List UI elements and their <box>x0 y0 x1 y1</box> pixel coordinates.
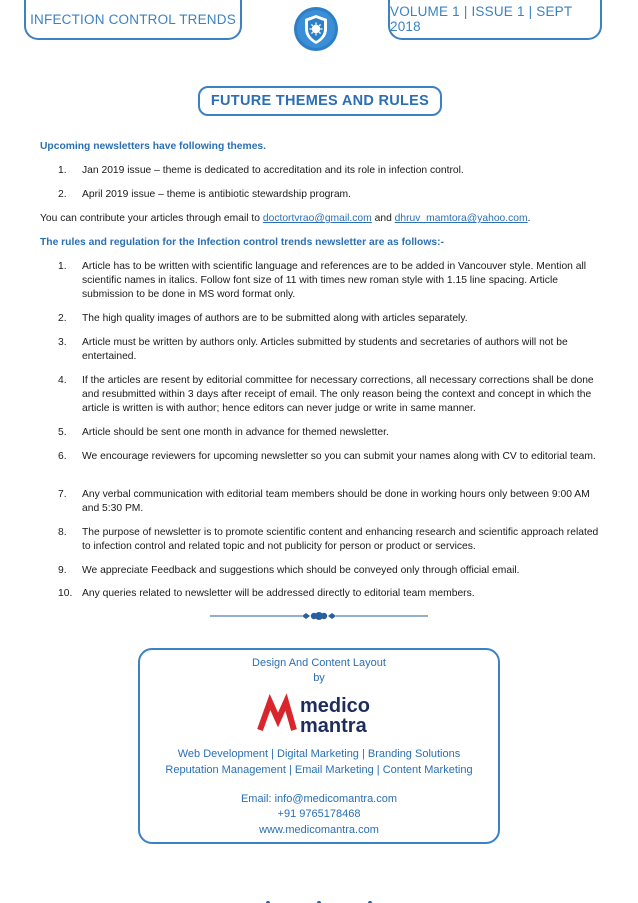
email-link-doctortvrao[interactable]: doctortvrao@gmail.com <box>262 213 372 224</box>
contact-phone: +91 9765178468 <box>277 808 361 820</box>
list-text: Article has to be written with scientific language and references are to be added in Vancouver style. Mention all scientific names in italics. Follow font size of 11 with times new roman style with 1.15 line spacing. Article submission to be done in MS word format only. <box>82 261 587 300</box>
list-text: Article must be written by authors only. Articles submitted by students and secretaries of authors will not be entertained. <box>82 337 568 362</box>
contact-email[interactable]: Email: info@medicomantra.com <box>240 793 398 805</box>
logo-text-mantra: mantra <box>300 715 367 737</box>
rule-list-item <box>40 374 600 418</box>
bottom-ornament <box>260 895 378 903</box>
rule-list-item <box>40 426 600 440</box>
theme-list-item <box>40 164 600 178</box>
services-line-1: Web Development | Digital Marketing | Branding Solutions <box>177 748 461 760</box>
header-issue-info: VOLUME 1 | ISSUE 1 | SEPT 2018 <box>388 0 602 40</box>
header-publication-name: INFECTION CONTROL TRENDS <box>24 0 242 40</box>
medicomantra-logo <box>256 690 386 738</box>
list-text: The high quality images of authors are to be submitted along with articles separately. <box>82 313 468 324</box>
page-title: FUTURE THEMES AND RULES <box>198 86 442 116</box>
contribute-line <box>40 212 600 226</box>
contribute-prefix: You can contribute your articles through email to <box>40 213 263 224</box>
list-number: 5. <box>58 427 67 438</box>
shield-virus-icon <box>293 6 339 52</box>
by-text: by <box>313 672 325 684</box>
rule-list-item <box>40 526 600 554</box>
list-text: Any queries related to newsletter will be addressed directly to editorial team members. <box>82 588 475 599</box>
list-number: 2. <box>58 189 67 200</box>
rule-list-item <box>40 587 600 601</box>
list-text: The purpose of newsletter is to promote scientific content and enhancing research and scientific approach related to infection control and related topic and not publicity for person or product or services. <box>82 527 599 552</box>
design-credits-box <box>138 648 500 844</box>
list-number: 7. <box>58 489 67 500</box>
rules-heading: The rules and regulation for the Infection control trends newsletter are as follows:- <box>40 237 444 248</box>
list-text: We encourage reviewers for upcoming newsletter so you can submit your names along with CV to editorial team. <box>82 451 596 462</box>
rule-list-item <box>40 488 600 516</box>
theme-list-item <box>40 188 600 202</box>
contribute-mid: and <box>371 213 395 224</box>
list-text: April 2019 issue – theme is antibiotic stewardship program. <box>82 189 351 200</box>
rule-list-item <box>40 336 600 364</box>
rule-list-item <box>40 312 600 326</box>
list-text: Article should be sent one month in advance for themed newsletter. <box>82 427 389 438</box>
list-number: 2. <box>58 313 67 324</box>
list-number: 3. <box>58 337 67 348</box>
list-text: If the articles are resent by editorial committee for necessary corrections, all necessary corrections shall be done and resubmitted within 3 days after receipt of email. The only reason being the context and concept in which the article is written is with author; hence editors can never judge or write in same manner. <box>82 375 594 414</box>
rule-list-item <box>40 260 600 304</box>
list-number: 1. <box>58 165 67 176</box>
list-number: 6. <box>58 451 67 462</box>
rule-list-item <box>40 450 600 478</box>
ornament-divider <box>210 609 428 623</box>
rule-list-item <box>40 564 600 578</box>
logo-text-medico: medico <box>300 695 371 717</box>
list-text: We appreciate Feedback and suggestions which should be conveyed only through official email. <box>82 565 520 576</box>
list-number: 9. <box>58 565 67 576</box>
list-text: Any verbal communication with editorial team members should be done in working hours only between 9:00 AM and 5:30 PM. <box>82 489 590 514</box>
contribute-suffix: . <box>527 213 531 224</box>
list-number: 4. <box>58 375 67 386</box>
list-number: 1. <box>58 261 67 272</box>
design-line: Design And Content Layout <box>252 657 386 669</box>
list-text: Jan 2019 issue – theme is dedicated to accreditation and its role in infection control. <box>82 165 464 176</box>
services-line-2: Reputation Management | Email Marketing | Content Marketing <box>165 764 473 776</box>
contact-website[interactable]: www.medicomantra.com <box>259 824 379 836</box>
list-number: 10. <box>58 588 73 599</box>
list-number: 8. <box>58 527 67 538</box>
email-link-dhruv[interactable]: dhruv_mamtora@yahoo.com <box>394 213 528 224</box>
themes-heading: Upcoming newsletters have following themes. <box>40 141 267 152</box>
